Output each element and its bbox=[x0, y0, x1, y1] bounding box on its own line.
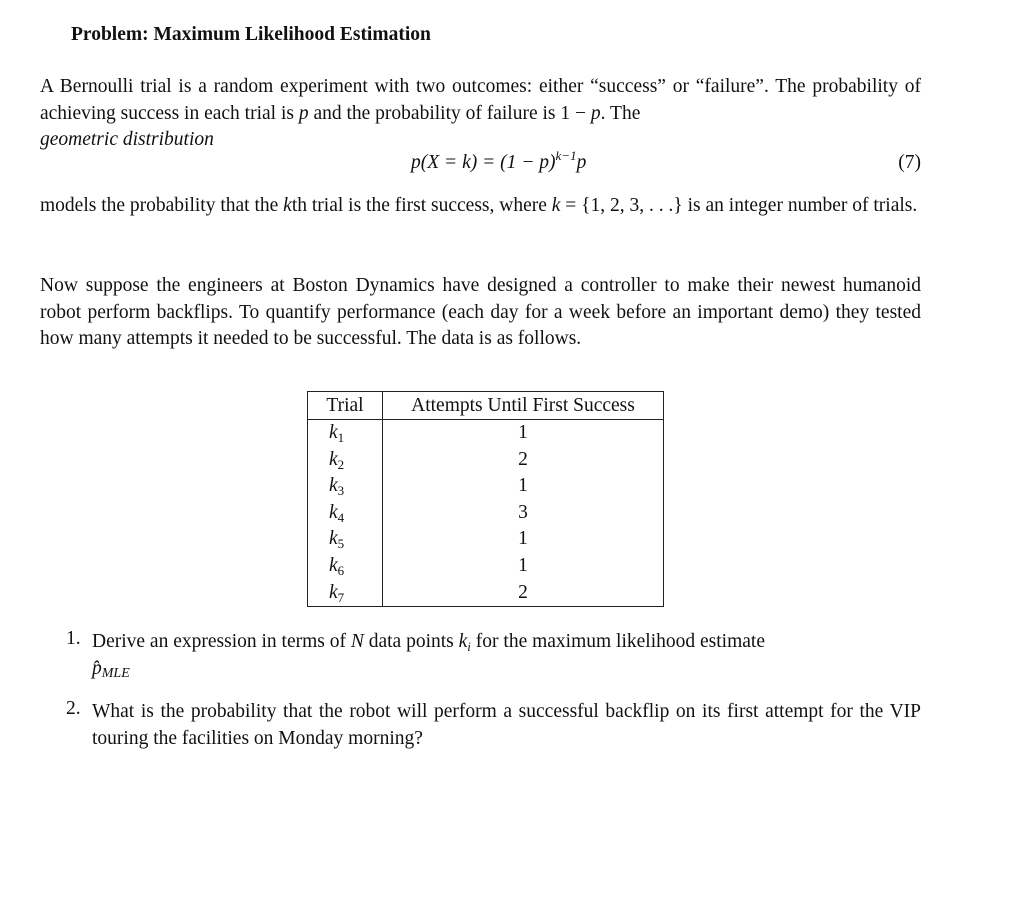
equation-rhs: p bbox=[576, 152, 587, 173]
trial-cell bbox=[308, 580, 383, 607]
attempts-cell: 1 bbox=[518, 422, 528, 443]
question-1 bbox=[66, 628, 921, 687]
attempts-cell: 1 bbox=[518, 475, 528, 497]
question-var-n: N bbox=[350, 631, 364, 652]
p-hat-symbol: p̂ bbox=[92, 658, 102, 679]
intro-var-p: p bbox=[298, 102, 309, 124]
trial-cell bbox=[308, 500, 383, 527]
attempts-cell: 2 bbox=[518, 448, 528, 470]
trial-cell bbox=[308, 447, 383, 474]
trial-sub: 7 bbox=[337, 589, 345, 605]
trial-sub: 4 bbox=[337, 509, 345, 525]
table-row bbox=[308, 447, 664, 474]
attempts-cell: 1 bbox=[518, 554, 528, 576]
question-2 bbox=[66, 698, 921, 752]
question-text-part: data points bbox=[363, 631, 459, 652]
table-row bbox=[308, 580, 664, 607]
table-row bbox=[308, 526, 664, 553]
equation-body bbox=[411, 148, 587, 174]
trial-cell bbox=[308, 526, 383, 553]
problem-title: Problem: Maximum Likelihood Estimation bbox=[71, 24, 431, 45]
trial-var: k bbox=[329, 554, 338, 576]
question-text-part: for the maximum likelihood estimate bbox=[470, 631, 765, 652]
intro-text-2: and the probability of failure is 1 − bbox=[308, 102, 591, 124]
model-var-k: k bbox=[283, 195, 292, 216]
trial-var: k bbox=[329, 581, 338, 603]
trial-cell bbox=[308, 553, 383, 580]
trial-cell bbox=[308, 473, 383, 500]
table-header-row bbox=[308, 392, 664, 420]
model-text-3: = {1, 2, 3, . . .} is an integer number of trials. bbox=[560, 195, 918, 216]
header-attempts: Attempts Until First Success bbox=[383, 392, 664, 420]
intro-paragraph bbox=[40, 74, 921, 154]
model-paragraph bbox=[40, 193, 921, 220]
question-text: What is the probability that the robot will perform a successful backflip on its first attempt for the VIP touring the facilities on Monday morning? bbox=[92, 701, 921, 749]
question-number: 2. bbox=[66, 698, 81, 719]
trial-var: k bbox=[329, 475, 338, 497]
intro-text-1: A Bernoulli trial is a random experiment with two outcomes: either “success” or “failure”. The probability of achieving success in each trial is bbox=[40, 76, 921, 124]
table-row bbox=[308, 553, 664, 580]
model-text-2: th trial is the first success, where bbox=[291, 195, 552, 216]
trial-sub: 2 bbox=[337, 456, 345, 472]
attempts-cell: 1 bbox=[518, 528, 528, 550]
trial-var: k bbox=[329, 422, 338, 443]
table-row bbox=[308, 500, 664, 527]
intro-var-p-2: p bbox=[590, 102, 601, 124]
model-var-k-2: k bbox=[551, 195, 561, 216]
trial-sub: 1 bbox=[337, 430, 345, 445]
trial-var: k bbox=[329, 501, 338, 523]
equation-number: (7) bbox=[898, 152, 921, 173]
mle-subscript: MLE bbox=[101, 666, 130, 681]
question-var-k: k bbox=[458, 631, 468, 652]
trial-cell bbox=[308, 420, 383, 447]
trial-sub: 5 bbox=[337, 536, 345, 552]
table-row bbox=[308, 473, 664, 500]
trial-sub: 6 bbox=[337, 562, 345, 578]
question-number: 1. bbox=[66, 628, 81, 649]
geometric-distribution-term: geometric distribution bbox=[40, 129, 214, 150]
trial-var: k bbox=[329, 528, 338, 550]
equation-7 bbox=[40, 148, 921, 180]
equation-exponent: k−1 bbox=[555, 148, 577, 163]
trial-sub: 3 bbox=[337, 483, 345, 499]
data-table bbox=[307, 391, 664, 607]
model-text-1: models the probability that the bbox=[40, 195, 284, 216]
intro-text-3: . The bbox=[600, 102, 641, 124]
question-text-part: Derive an expression in terms of bbox=[92, 631, 351, 652]
robot-paragraph: Now suppose the engineers at Boston Dynamics have designed a controller to make their newest humanoid robot perform backflips. To quantify performance (each day for a week before an important demo) they tested how many attempts it needed to be successful. The data is as follows. bbox=[40, 275, 921, 349]
header-trial: Trial bbox=[308, 392, 383, 420]
attempts-cell: 3 bbox=[518, 501, 528, 523]
question-text bbox=[92, 628, 921, 687]
attempts-cell: 2 bbox=[518, 581, 528, 603]
equation-lhs: p(X = k) = (1 − p) bbox=[411, 152, 556, 173]
table-row bbox=[308, 420, 664, 447]
question-var-k-sub: i bbox=[467, 639, 471, 654]
trial-var: k bbox=[329, 448, 338, 470]
